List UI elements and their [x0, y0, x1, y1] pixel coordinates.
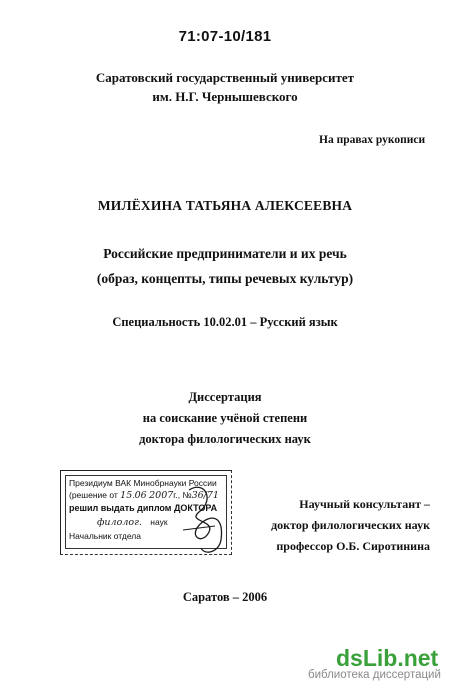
stamp-line-4: [69, 517, 168, 528]
title-line-2: (образ, концепты, типы речевых культур): [96, 271, 354, 286]
dissertation-title: [0, 241, 450, 291]
stamp-date-month: 06: [134, 490, 147, 501]
stamp-field-suffix: наук: [150, 517, 168, 527]
stamp-line-5: Начальник отдела: [69, 531, 141, 541]
registry-code: 71:07-10/181: [178, 28, 272, 45]
stamp-line-1: Президиум ВАК Минобрнауки России: [69, 478, 217, 488]
stamp-field-handwritten: филолог.: [97, 517, 142, 528]
degree-line-1: Диссертация: [188, 390, 262, 404]
stamp-date-year: 2007: [149, 490, 174, 501]
author-name: МИЛЁХИНА ТАТЬЯНА АЛЕКСЕЕВНА: [97, 198, 353, 213]
degree-line-2: на соискание учёной степени: [142, 411, 308, 425]
manuscript-rights: На правах рукописи: [319, 134, 426, 146]
stamp-number: 36/71: [191, 490, 219, 501]
degree-line-3: доктора филологических наук: [139, 432, 311, 446]
watermark-logo: dsLib.net: [336, 645, 439, 671]
scientific-advisor: [265, 494, 430, 557]
stamp-number-prefix: г., №: [173, 490, 192, 500]
title-line-1: Российские предприниматели и их речь: [103, 246, 347, 261]
stamp-line-3: решил выдать диплом ДОКТОРА: [69, 503, 218, 513]
advisor-line-3: профессор О.Б. Сиротинина: [276, 539, 430, 553]
stamp-decision-prefix: (решение от: [69, 490, 118, 500]
signature-scribble: [175, 470, 255, 560]
degree-block: [0, 387, 450, 450]
advisor-line-2: доктор филологических наук: [271, 518, 430, 532]
city-year: Саратов – 2006: [182, 590, 268, 604]
stamp-date-day: 15: [120, 490, 133, 501]
university-block: [0, 68, 450, 106]
advisor-line-1: Научный консультант –: [299, 497, 430, 511]
university-name: Саратовский государственный университет: [95, 70, 355, 85]
watermark-caption: библиотека диссертаций: [308, 669, 441, 681]
specialty: Специальность 10.02.01 – Русский язык: [112, 315, 338, 329]
stamp-line-2: (решение от 15.06 2007г., №36/71: [69, 490, 219, 501]
university-named-after: им. Н.Г. Чернышевского: [152, 89, 298, 104]
